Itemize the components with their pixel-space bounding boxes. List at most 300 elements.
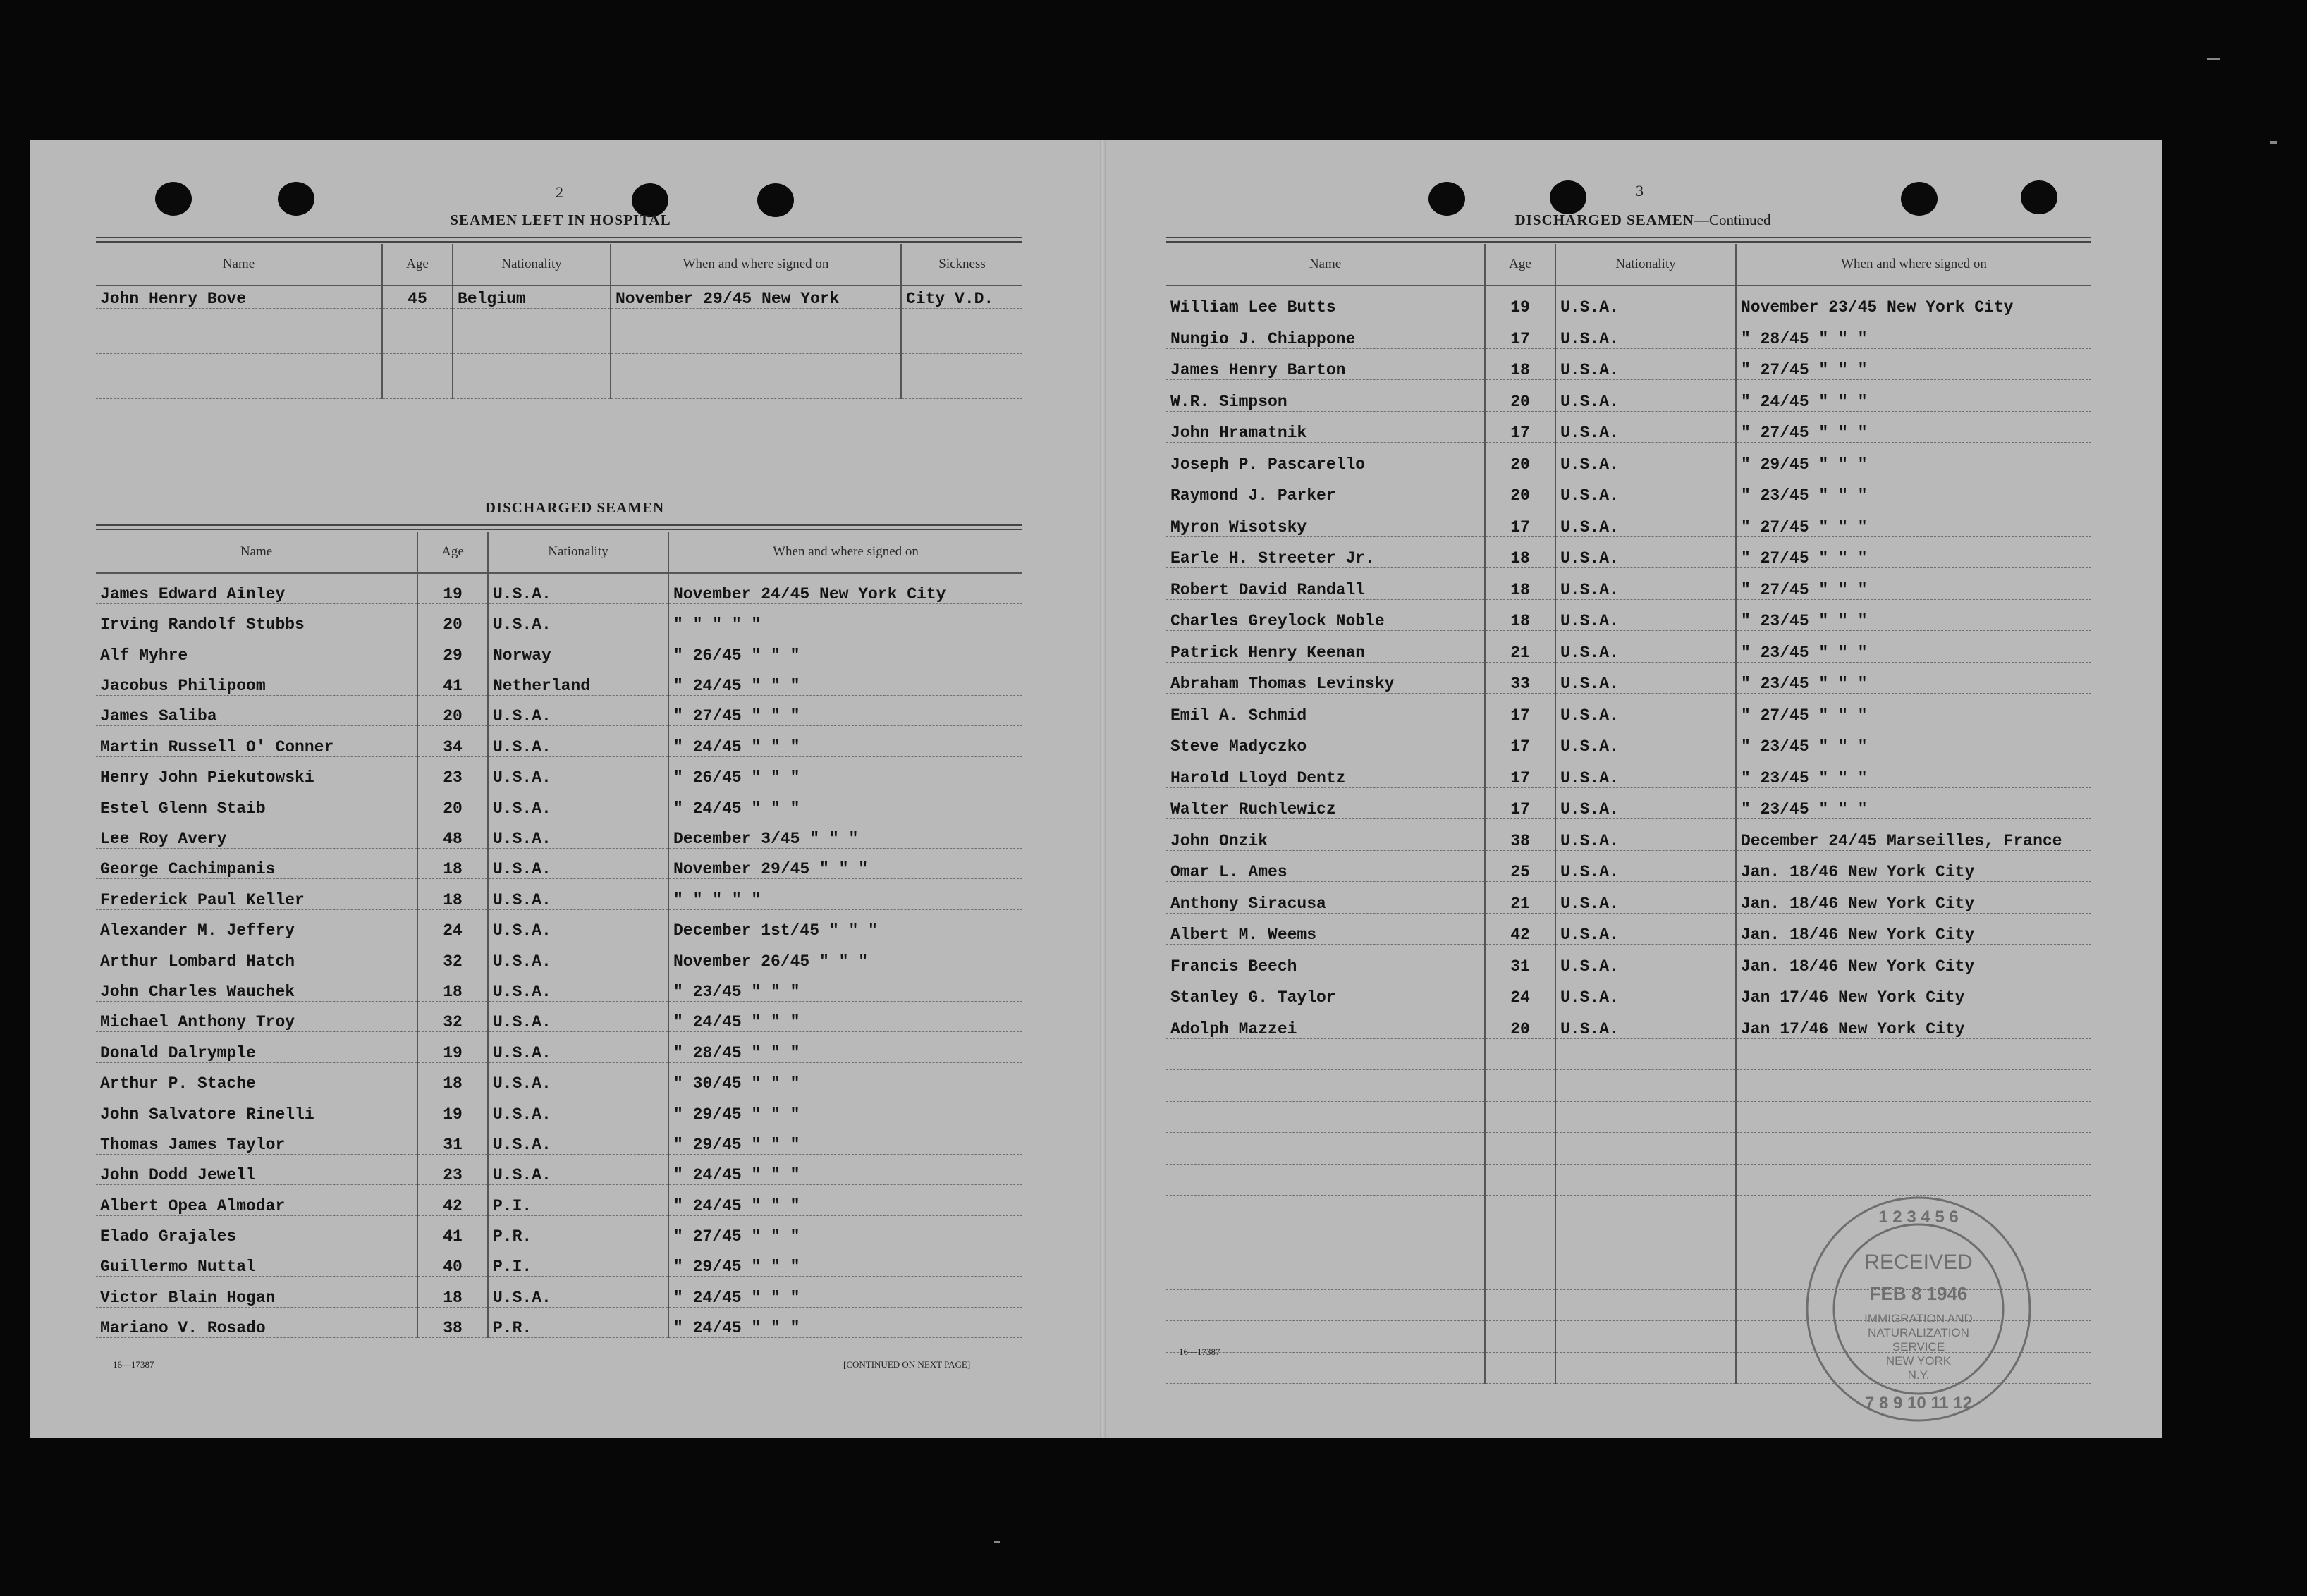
- table-row: [1166, 568, 2091, 600]
- col-header-signed-on: When and where signed on: [668, 532, 1022, 573]
- cell-age: 24: [1485, 976, 1555, 1007]
- cell-age: 40: [417, 1246, 488, 1277]
- cell-age: 23: [417, 1154, 488, 1184]
- cell-age: [382, 376, 453, 398]
- stamp-rings: [1807, 1198, 2030, 1420]
- binder-hole: [1428, 182, 1465, 216]
- cell-age: [382, 308, 453, 331]
- cell-nationality: [1555, 1164, 1736, 1196]
- binder-hole: [1901, 182, 1938, 216]
- cell-signed-on: " 23/45 " " ": [1736, 599, 2091, 631]
- stamp-agency-1: IMMIGRATION AND: [1864, 1312, 1973, 1325]
- cell-age: 21: [1485, 631, 1555, 663]
- stamp-received: RECEIVED: [1864, 1251, 1973, 1274]
- cell-nationality: U.S.A.: [1555, 568, 1736, 600]
- cell-age: 34: [417, 726, 488, 756]
- cell-signed-on: November 24/45 New York City: [668, 573, 1022, 603]
- cell-age: 20: [1485, 1007, 1555, 1039]
- cell-nationality: U.S.A.: [1555, 662, 1736, 694]
- cell-nationality: [1555, 1258, 1736, 1290]
- cell-age: 20: [417, 603, 488, 634]
- cell-age: 17: [1485, 725, 1555, 756]
- cell-signed-on: " 29/45 " " ": [668, 1246, 1022, 1277]
- table-row: [1166, 819, 2091, 851]
- rule: [96, 237, 1022, 243]
- cell-name: Victor Blain Hogan: [96, 1277, 417, 1307]
- col-header-nationality: Nationality: [453, 244, 611, 286]
- table-row: [96, 1062, 1022, 1093]
- cell-nationality: P.R.: [488, 1307, 668, 1337]
- cell-nationality: U.S.A.: [488, 818, 668, 848]
- cell-age: 20: [1485, 380, 1555, 412]
- cell-signed-on: [1736, 1038, 2091, 1070]
- cell-age: 45: [382, 286, 453, 308]
- discharged-table: [96, 532, 1022, 1338]
- cell-age: 20: [417, 787, 488, 818]
- table-row: [1166, 505, 2091, 537]
- cell-nationality: [1555, 1227, 1736, 1258]
- table-row: [96, 634, 1022, 665]
- cell-signed-on: " 24/45 " " ": [668, 1307, 1022, 1337]
- table-row: [1166, 411, 2091, 443]
- col-header-name: Name: [1166, 244, 1485, 286]
- cell-nationality: [1555, 1133, 1736, 1165]
- table-row: [96, 1154, 1022, 1184]
- cell-name: [1166, 1227, 1485, 1258]
- cell-age: [1485, 1101, 1555, 1133]
- cell-signed-on: December 1st/45 " " ": [668, 909, 1022, 940]
- table-row: [96, 1124, 1022, 1154]
- col-header-sickness: Sickness: [901, 244, 1022, 286]
- cell-signed-on: " 23/45 " " ": [1736, 725, 2091, 756]
- cell-nationality: [453, 376, 611, 398]
- binder-hole: [1550, 180, 1586, 214]
- cell-signed-on: " 27/45 " " ": [1736, 411, 2091, 443]
- cell-nationality: [1555, 1321, 1736, 1353]
- cell-signed-on: " 24/45 " " ": [668, 1185, 1022, 1215]
- cell-nationality: U.S.A.: [1555, 850, 1736, 882]
- cell-sickness: [901, 308, 1022, 331]
- cell-signed-on: " 27/45 " " ": [668, 696, 1022, 726]
- table-row: [96, 1307, 1022, 1337]
- cell-age: 17: [1485, 411, 1555, 443]
- cell-nationality: U.S.A.: [1555, 976, 1736, 1007]
- stamp-ring-top: 1 2 3 4 5 6: [1878, 1208, 1959, 1227]
- cell-age: [1485, 1133, 1555, 1165]
- cell-signed-on: [611, 376, 901, 398]
- cell-nationality: U.S.A.: [488, 603, 668, 634]
- hospital-heading: SEAMEN LEFT IN HOSPITAL: [450, 211, 671, 228]
- cell-name: Raymond J. Parker: [1166, 474, 1485, 505]
- cell-nationality: U.S.A.: [1555, 756, 1736, 788]
- rule: [96, 524, 1022, 530]
- cell-name: [1166, 1164, 1485, 1196]
- cell-name: [96, 353, 382, 376]
- cell-name: James Edward Ainley: [96, 573, 417, 603]
- table-row: [96, 1246, 1022, 1277]
- cell-name: Elado Grajales: [96, 1215, 417, 1246]
- cell-signed-on: November 23/45 New York City: [1736, 286, 2091, 317]
- cell-name: Frederick Paul Keller: [96, 879, 417, 909]
- cell-age: 18: [417, 1277, 488, 1307]
- binder-hole: [155, 182, 192, 216]
- cell-signed-on: " 23/45 " " ": [1736, 787, 2091, 819]
- cell-sickness: [901, 331, 1022, 353]
- cell-name: Thomas James Taylor: [96, 1124, 417, 1154]
- cell-nationality: U.S.A.: [1555, 882, 1736, 914]
- cell-age: [382, 331, 453, 353]
- cell-age: [1485, 1196, 1555, 1227]
- cell-name: Walter Ruchlewicz: [1166, 787, 1485, 819]
- scan-speck: [2207, 58, 2220, 60]
- cell-nationality: U.S.A.: [488, 940, 668, 971]
- cell-name: John Henry Bove: [96, 286, 382, 308]
- cell-signed-on: " 28/45 " " ": [1736, 317, 2091, 349]
- cell-nationality: [1555, 1196, 1736, 1227]
- cell-nationality: U.S.A.: [488, 971, 668, 1001]
- cell-name: Lee Roy Avery: [96, 818, 417, 848]
- table-row: [96, 573, 1022, 603]
- table-row: [1166, 474, 2091, 505]
- cell-age: [1485, 1227, 1555, 1258]
- cell-age: 18: [417, 849, 488, 879]
- table-row: [96, 376, 1022, 398]
- cell-nationality: U.S.A.: [1555, 913, 1736, 945]
- cell-nationality: U.S.A.: [1555, 348, 1736, 380]
- col-header-name: Name: [96, 244, 382, 286]
- cell-nationality: Netherland: [488, 665, 668, 695]
- stamp-city: NEW YORK: [1885, 1354, 1952, 1368]
- page-number: 2: [556, 183, 563, 201]
- cell-signed-on: " 29/45 " " ": [668, 1093, 1022, 1124]
- stamp-agency-3: SERVICE: [1892, 1340, 1945, 1353]
- cell-signed-on: " 24/45 " " ": [668, 726, 1022, 756]
- cell-nationality: U.S.A.: [488, 1154, 668, 1184]
- cell-age: 42: [417, 1185, 488, 1215]
- binder-hole: [2021, 180, 2057, 214]
- cell-name: Adolph Mazzei: [1166, 1007, 1485, 1039]
- cell-signed-on: " 24/45 " " ": [1736, 380, 2091, 412]
- cell-age: 42: [1485, 913, 1555, 945]
- cell-signed-on: " 27/45 " " ": [1736, 568, 2091, 600]
- cell-name: W.R. Simpson: [1166, 380, 1485, 412]
- cell-signed-on: November 26/45 " " ": [668, 940, 1022, 971]
- cell-nationality: [453, 353, 611, 376]
- cell-signed-on: " 28/45 " " ": [668, 1032, 1022, 1062]
- cell-name: Alf Myhre: [96, 634, 417, 665]
- cell-nationality: [1555, 1352, 1736, 1384]
- cell-age: 17: [1485, 694, 1555, 725]
- cell-nationality: P.I.: [488, 1246, 668, 1277]
- cell-nationality: U.S.A.: [1555, 380, 1736, 412]
- col-header-name: Name: [96, 532, 417, 573]
- stamp-state: N.Y.: [1907, 1368, 1930, 1382]
- table-row: [1166, 443, 2091, 474]
- cell-signed-on: Jan. 18/46 New York City: [1736, 913, 2091, 945]
- cell-signed-on: " 27/45 " " ": [1736, 536, 2091, 568]
- cell-nationality: U.S.A.: [1555, 286, 1736, 317]
- cell-signed-on: [1736, 1164, 2091, 1196]
- cell-name: Earle H. Streeter Jr.: [1166, 536, 1485, 568]
- cell-nationality: U.S.A.: [488, 1124, 668, 1154]
- cell-name: Emil A. Schmid: [1166, 694, 1485, 725]
- cell-nationality: U.S.A.: [1555, 317, 1736, 349]
- cell-nationality: U.S.A.: [1555, 945, 1736, 976]
- table-row: [96, 940, 1022, 971]
- cell-nationality: U.S.A.: [488, 1032, 668, 1062]
- table-row: [1166, 662, 2091, 694]
- binder-hole: [278, 182, 314, 216]
- cell-nationality: U.S.A.: [488, 909, 668, 940]
- cell-signed-on: " 23/45 " " ": [1736, 662, 2091, 694]
- cell-name: [1166, 1289, 1485, 1321]
- cell-nationality: U.S.A.: [488, 849, 668, 879]
- rule: [1166, 237, 2091, 243]
- table-row: [1166, 1164, 2091, 1196]
- col-header-age: Age: [417, 532, 488, 573]
- table-row: [96, 696, 1022, 726]
- cell-nationality: U.S.A.: [1555, 474, 1736, 505]
- table-row: [1166, 976, 2091, 1007]
- table-row: [96, 818, 1022, 848]
- cell-nationality: U.S.A.: [1555, 599, 1736, 631]
- table-row: [96, 603, 1022, 634]
- cell-age: 19: [1485, 286, 1555, 317]
- cell-nationality: Belgium: [453, 286, 611, 308]
- hospital-table: [96, 244, 1022, 399]
- cell-signed-on: " 29/45 " " ": [668, 1124, 1022, 1154]
- cell-nationality: U.S.A.: [488, 1001, 668, 1031]
- table-row: [96, 849, 1022, 879]
- cell-age: 32: [417, 1001, 488, 1031]
- cell-nationality: U.S.A.: [1555, 694, 1736, 725]
- cell-name: John Onzik: [1166, 819, 1485, 851]
- cell-age: 20: [417, 696, 488, 726]
- cell-name: Donald Dalrymple: [96, 1032, 417, 1062]
- cell-signed-on: Jan. 18/46 New York City: [1736, 882, 2091, 914]
- cell-nationality: U.S.A.: [488, 573, 668, 603]
- table-row: [1166, 286, 2091, 317]
- col-header-nationality: Nationality: [1555, 244, 1736, 286]
- table-row: [96, 331, 1022, 353]
- cell-signed-on: [611, 353, 901, 376]
- cell-name: Stanley G. Taylor: [1166, 976, 1485, 1007]
- cell-name: [96, 308, 382, 331]
- cell-age: 19: [417, 1032, 488, 1062]
- discharged-heading: DISCHARGED SEAMEN: [484, 499, 665, 516]
- cell-name: Albert M. Weems: [1166, 913, 1485, 945]
- cell-signed-on: November 29/45 " " ": [668, 849, 1022, 879]
- table-row: [96, 879, 1022, 909]
- stamp-agency-2: NATURALIZATION: [1868, 1326, 1969, 1339]
- heading-text: DISCHARGED SEAMEN: [1514, 211, 1694, 228]
- cell-name: Patrick Henry Keenan: [1166, 631, 1485, 663]
- cell-nationality: Norway: [488, 634, 668, 665]
- table-row: [96, 787, 1022, 818]
- cell-signed-on: " 26/45 " " ": [668, 634, 1022, 665]
- table-row: [1166, 945, 2091, 976]
- cell-nationality: [1555, 1038, 1736, 1070]
- cell-age: 18: [1485, 599, 1555, 631]
- scan-speck: [994, 1541, 1000, 1543]
- cell-signed-on: " 23/45 " " ": [668, 971, 1022, 1001]
- cell-age: 41: [417, 1215, 488, 1246]
- cell-age: 41: [417, 665, 488, 695]
- cell-age: 18: [1485, 568, 1555, 600]
- col-header-age: Age: [1485, 244, 1555, 286]
- col-header-age: Age: [382, 244, 453, 286]
- cell-nationality: U.S.A.: [488, 787, 668, 818]
- form-number: 16—17387: [1179, 1346, 1220, 1357]
- continued-note: [CONTINUED ON NEXT PAGE]: [843, 1359, 971, 1370]
- cell-name: [1166, 1070, 1485, 1102]
- cell-sickness: [901, 376, 1022, 398]
- cell-nationality: U.S.A.: [1555, 819, 1736, 851]
- cell-age: 29: [417, 634, 488, 665]
- cell-nationality: [1555, 1289, 1736, 1321]
- table-row: [1166, 725, 2091, 756]
- col-header-nationality: Nationality: [488, 532, 668, 573]
- cell-signed-on: December 3/45 " " ": [668, 818, 1022, 848]
- cell-name: Michael Anthony Troy: [96, 1001, 417, 1031]
- cell-name: John Dodd Jewell: [96, 1154, 417, 1184]
- cell-name: [96, 376, 382, 398]
- cell-signed-on: [1736, 1070, 2091, 1102]
- cell-signed-on: " 27/45 " " ": [1736, 348, 2091, 380]
- cell-name: George Cachimpanis: [96, 849, 417, 879]
- cell-nationality: U.S.A.: [1555, 787, 1736, 819]
- stamp-date: FEB 8 1946: [1869, 1283, 1968, 1304]
- table-row: [1166, 599, 2091, 631]
- cell-nationality: U.S.A.: [488, 726, 668, 756]
- table-row: [96, 756, 1022, 787]
- table-row: [96, 1093, 1022, 1124]
- table-row: [1166, 1133, 2091, 1165]
- cell-name: Martin Russell O' Conner: [96, 726, 417, 756]
- cell-name: Omar L. Ames: [1166, 850, 1485, 882]
- binder-hole: [757, 183, 794, 217]
- cell-age: 24: [417, 909, 488, 940]
- cell-name: Arthur Lombard Hatch: [96, 940, 417, 971]
- cell-nationality: U.S.A.: [1555, 536, 1736, 568]
- table-row: [1166, 536, 2091, 568]
- table-row: [1166, 882, 2091, 914]
- page-number: 3: [1636, 182, 1644, 200]
- cell-nationality: U.S.A.: [488, 879, 668, 909]
- table-row: [96, 1185, 1022, 1215]
- table-row: [96, 1032, 1022, 1062]
- cell-signed-on: " 24/45 " " ": [668, 1277, 1022, 1307]
- cell-signed-on: Jan. 18/46 New York City: [1736, 945, 2091, 976]
- cell-signed-on: Jan 17/46 New York City: [1736, 1007, 2091, 1039]
- cell-name: Henry John Piekutowski: [96, 756, 417, 787]
- cell-name: William Lee Butts: [1166, 286, 1485, 317]
- table-row: [1166, 348, 2091, 380]
- cell-signed-on: " 27/45 " " ": [1736, 505, 2091, 537]
- cell-nationality: U.S.A.: [1555, 443, 1736, 474]
- cell-name: Abraham Thomas Levinsky: [1166, 662, 1485, 694]
- cell-signed-on: " 27/45 " " ": [1736, 694, 2091, 725]
- cell-nationality: U.S.A.: [488, 1277, 668, 1307]
- received-stamp: [1802, 1193, 2035, 1425]
- cell-nationality: P.R.: [488, 1215, 668, 1246]
- cell-nationality: U.S.A.: [1555, 725, 1736, 756]
- cell-age: [1485, 1352, 1555, 1384]
- cell-name: Guillermo Nuttal: [96, 1246, 417, 1277]
- cell-sickness: City V.D.: [901, 286, 1022, 308]
- cell-nationality: U.S.A.: [488, 1093, 668, 1124]
- col-header-signed-on: When and where signed on: [611, 244, 901, 286]
- cell-name: Charles Greylock Noble: [1166, 599, 1485, 631]
- cell-signed-on: Jan 17/46 New York City: [1736, 976, 2091, 1007]
- cell-age: 17: [1485, 787, 1555, 819]
- cell-age: 18: [1485, 536, 1555, 568]
- cell-age: 48: [417, 818, 488, 848]
- cell-name: John Salvatore Rinelli: [96, 1093, 417, 1124]
- cell-age: 31: [1485, 945, 1555, 976]
- cell-signed-on: " 24/45 " " ": [668, 665, 1022, 695]
- table-row: [1166, 913, 2091, 945]
- cell-signed-on: [611, 331, 901, 353]
- cell-name: Myron Wisotsky: [1166, 505, 1485, 537]
- table-row: [96, 971, 1022, 1001]
- cell-age: 38: [417, 1307, 488, 1337]
- cell-nationality: U.S.A.: [488, 1062, 668, 1093]
- cell-name: Alexander M. Jeffery: [96, 909, 417, 940]
- cell-name: Jacobus Philipoom: [96, 665, 417, 695]
- cell-signed-on: " 24/45 " " ": [668, 787, 1022, 818]
- table-row: [1166, 631, 2091, 663]
- cell-nationality: U.S.A.: [1555, 1007, 1736, 1039]
- cell-age: 38: [1485, 819, 1555, 851]
- cell-age: 18: [417, 879, 488, 909]
- stamp-ring-bottom: 7 8 9 10 11 12: [1864, 1394, 1973, 1413]
- table-row: [1166, 1070, 2091, 1102]
- cell-signed-on: " " " " ": [668, 879, 1022, 909]
- table-row: [1166, 380, 2091, 412]
- discharged-continued-heading: [1438, 211, 1847, 229]
- cell-name: Arthur P. Stache: [96, 1062, 417, 1093]
- cell-name: Albert Opea Almodar: [96, 1185, 417, 1215]
- cell-nationality: U.S.A.: [488, 756, 668, 787]
- table-row: [96, 1277, 1022, 1307]
- scan-speck: [2270, 141, 2277, 144]
- cell-nationality: [453, 308, 611, 331]
- cell-age: 33: [1485, 662, 1555, 694]
- cell-signed-on: [1736, 1133, 2091, 1165]
- cell-signed-on: December 24/45 Marseilles, France: [1736, 819, 2091, 851]
- table-row: [1166, 850, 2091, 882]
- cell-nationality: U.S.A.: [1555, 411, 1736, 443]
- cell-signed-on: " 23/45 " " ": [1736, 756, 2091, 788]
- cell-name: Harold Lloyd Dentz: [1166, 756, 1485, 788]
- table-row: [1166, 1007, 2091, 1039]
- cell-signed-on: " " " " ": [668, 603, 1022, 634]
- cell-age: 31: [417, 1124, 488, 1154]
- cell-signed-on: " 24/45 " " ": [668, 1154, 1022, 1184]
- cell-name: John Charles Wauchek: [96, 971, 417, 1001]
- cell-age: [1485, 1038, 1555, 1070]
- table-row: [96, 1215, 1022, 1246]
- cell-age: 20: [1485, 443, 1555, 474]
- table-row: [1166, 1038, 2091, 1070]
- cell-name: Joseph P. Pascarello: [1166, 443, 1485, 474]
- table-row: [96, 353, 1022, 376]
- cell-nationality: [453, 331, 611, 353]
- table-row: [1166, 787, 2091, 819]
- cell-age: 32: [417, 940, 488, 971]
- cell-signed-on: " 26/45 " " ": [668, 756, 1022, 787]
